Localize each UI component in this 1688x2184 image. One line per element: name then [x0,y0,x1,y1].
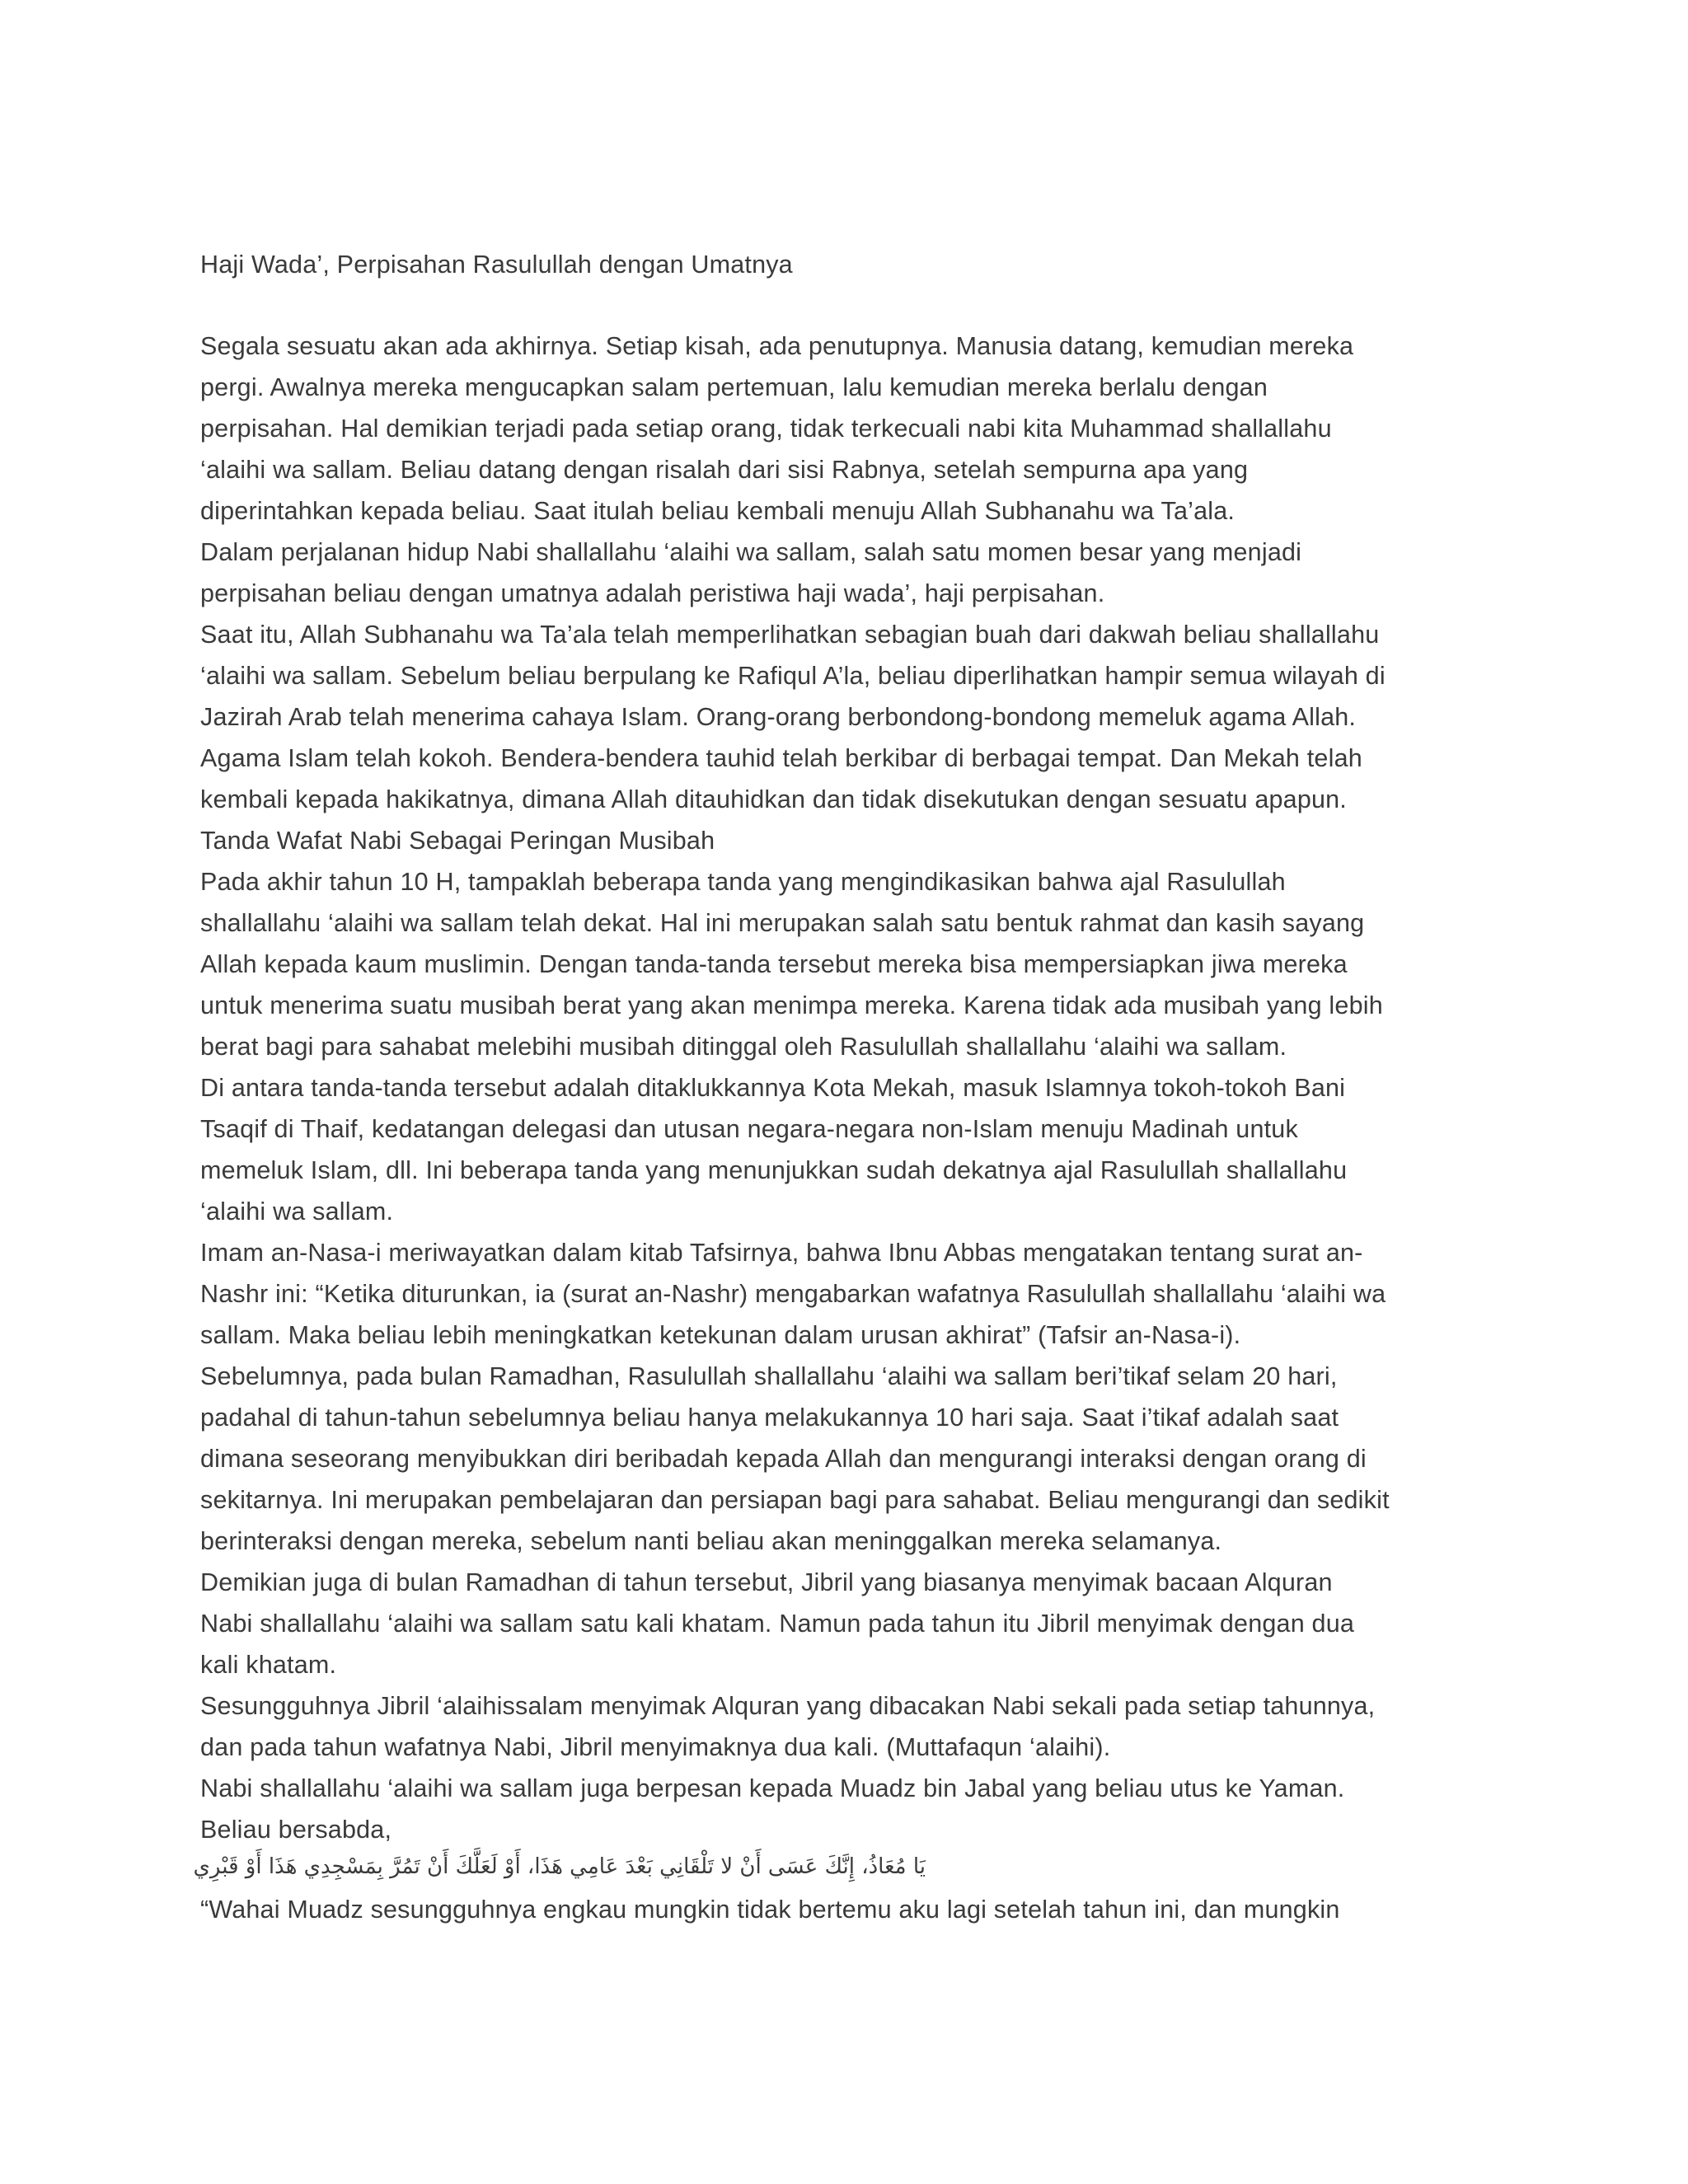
arabic-hadith-line: يَا مُعَاذُ، إِنَّكَ عَسَى أَنْ لا تَلْقَانِي بَعْدَ عَامِي هَذَا، أَوْ لَعَلَّكَ أَنْ تَمُرَّ بِمَسْجِدِي هَذَا أَوْ قَبْرِي [193,1854,926,1879]
text-line: Sesungguhnya Jibril ‘alaihissalam menyimak Alquran yang dibacakan Nabi sekali pada setiap tahunnya, [200,1692,1376,1720]
text-line: Di antara tanda-tanda tersebut adalah ditaklukkannya Kota Mekah, masuk Islamnya tokoh-tokoh Bani [200,1074,1346,1102]
text-line: Nabi shallallahu ‘alaihi wa sallam satu kali khatam. Namun pada tahun itu Jibril menyimak dengan dua [200,1610,1355,1638]
text-line: Imam an-Nasa-i meriwayatkan dalam kitab Tafsirnya, bahwa Ibnu Abbas mengatakan tentang surat an- [200,1239,1363,1267]
text-line: Dalam perjalanan hidup Nabi shallallahu ‘alaihi wa sallam, salah satu momen besar yang menjadi [200,538,1302,566]
text-line: sekitarnya. Ini merupakan pembelajaran dan persiapan bagi para sahabat. Beliau mengurangi dan sedikit [200,1486,1390,1514]
text-line: ‘alaihi wa sallam. [200,1197,394,1226]
text-line: perpisahan beliau dengan umatnya adalah peristiwa haji wada’, haji perpisahan. [200,579,1105,607]
text-line: perpisahan. Hal demikian terjadi pada setiap orang, tidak terkecuali nabi kita Muhammad shallallahu [200,415,1332,443]
text-line: kembali kepada hakikatnya, dimana Allah ditauhidkan dan tidak disekutukan dengan sesuatu apapun. [200,785,1347,813]
text-line: Nashr ini: “Ketika diturunkan, ia (surat an-Nashr) mengabarkan wafatnya Rasulullah shallallahu ‘alaihi wa [200,1280,1386,1308]
text-line: Saat itu, Allah Subhanahu wa Ta’ala telah memperlihatkan sebagian buah dari dakwah beliau shallallahu [200,621,1380,649]
text-line: padahal di tahun-tahun sebelumnya beliau hanya melakukannya 10 hari saja. Saat i’tikaf adalah saat [200,1404,1339,1432]
text-line: Jazirah Arab telah menerima cahaya Islam. Orang-orang berbondong-bondong memeluk agama Allah. [200,703,1357,731]
text-line: memeluk Islam, dll. Ini beberapa tanda yang menunjukkan sudah dekatnya ajal Rasulullah shallallahu [200,1156,1348,1184]
text-line: Nabi shallallahu ‘alaihi wa sallam juga berpesan kepada Muadz bin Jabal yang beliau utus ke Yaman. [200,1774,1345,1802]
text-line: “Wahai Muadz sesungguhnya engkau mungkin tidak bertemu aku lagi setelah tahun ini, dan mungkin [200,1896,1340,1924]
text-line: untuk menerima suatu musibah berat yang akan menimpa mereka. Karena tidak ada musibah yang lebih [200,991,1383,1019]
section-heading: Tanda Wafat Nabi Sebagai Peringan Musibah [200,827,715,855]
text-line: Pada akhir tahun 10 H, tampaklah beberapa tanda yang mengindikasikan bahwa ajal Rasulullah [200,868,1286,896]
text-line: ‘alaihi wa sallam. Sebelum beliau berpulang ke Rafiqul A’la, beliau diperlihatkan hampir semua wilayah di [200,662,1386,690]
text-line: dan pada tahun wafatnya Nabi, Jibril menyimaknya dua kali. (Muttafaqun ‘alaihi). [200,1733,1111,1761]
text-line: sallam. Maka beliau lebih meningkatkan ketekunan dalam urusan akhirat” (Tafsir an-Nasa-i). [200,1321,1241,1349]
document-title: Haji Wada’, Perpisahan Rasulullah dengan Umatnya [200,251,793,279]
text-line: shallallahu ‘alaihi wa sallam telah dekat. Hal ini merupakan salah satu bentuk rahmat dan kasih sayang [200,909,1365,937]
text-line: Segala sesuatu akan ada akhirnya. Setiap kisah, ada penutupnya. Manusia datang, kemudian mereka [200,332,1354,360]
text-line: dimana seseorang menyibukkan diri beribadah kepada Allah dan mengurangi interaksi dengan orang di [200,1445,1367,1473]
text-line: Agama Islam telah kokoh. Bendera-bendera tauhid telah berkibar di berbagai tempat. Dan Mekah telah [200,744,1362,772]
text-line: Tsaqif di Thaif, kedatangan delegasi dan utusan negara-negara non-Islam menuju Madinah untuk [200,1115,1298,1143]
text-line: berinteraksi dengan mereka, sebelum nanti beliau akan meninggalkan mereka selamanya. [200,1527,1222,1555]
text-line: ‘alaihi wa sallam. Beliau datang dengan risalah dari sisi Rabnya, setelah sempurna apa yang [200,456,1249,484]
text-line: Beliau bersabda, [200,1816,392,1844]
text-line: kali khatam. [200,1651,337,1679]
text-line: Sebelumnya, pada bulan Ramadhan, Rasulullah shallallahu ‘alaihi wa sallam beri’tikaf selam 20 hari, [200,1362,1338,1390]
text-line: diperintahkan kepada beliau. Saat itulah beliau kembali menuju Allah Subhanahu wa Ta’ala. [200,497,1236,525]
text-line: Demikian juga di bulan Ramadhan di tahun tersebut, Jibril yang biasanya menyimak bacaan Alquran [200,1568,1333,1596]
text-line: Allah kepada kaum muslimin. Dengan tanda-tanda tersebut mereka bisa mempersiapkan jiwa mereka [200,950,1348,978]
text-line: berat bagi para sahabat melebihi musibah ditinggal oleh Rasulullah shallallahu ‘alaihi wa sallam. [200,1033,1287,1061]
text-line: pergi. Awalnya mereka mengucapkan salam pertemuan, lalu kemudian mereka berlalu dengan [200,373,1268,401]
